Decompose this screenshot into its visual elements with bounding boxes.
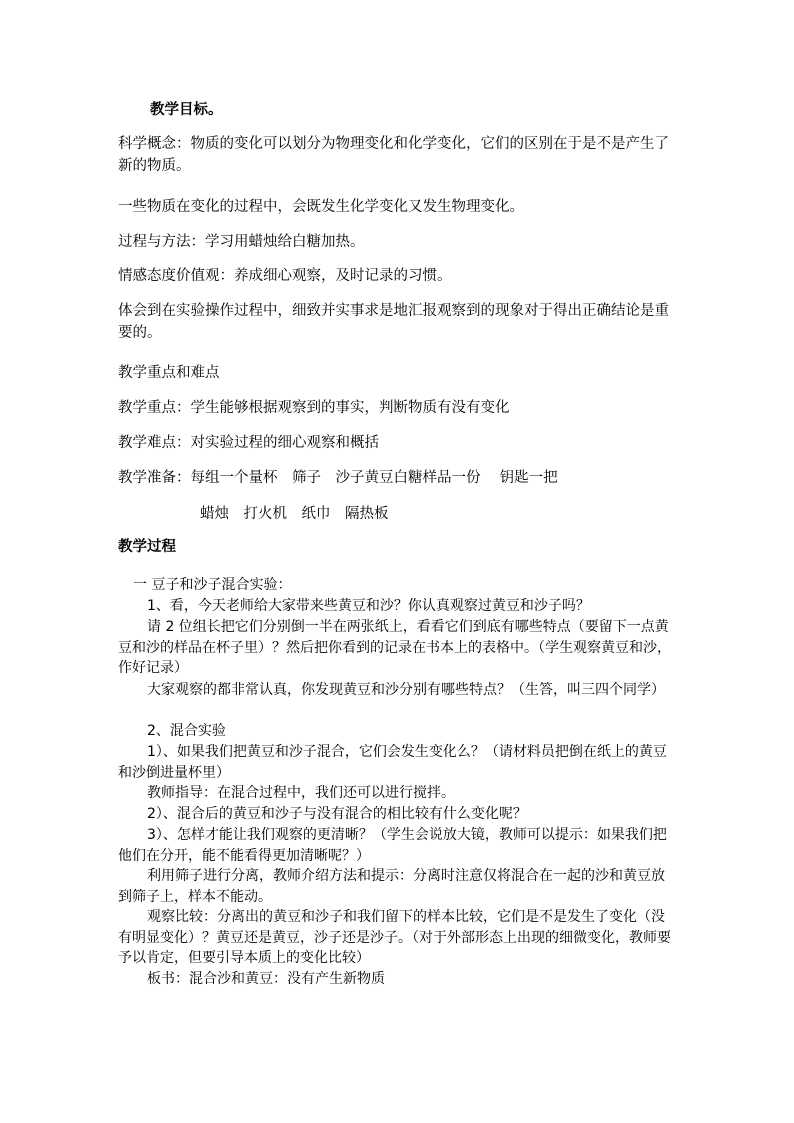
objectives-heading: 教学目标。 xyxy=(150,102,223,118)
attitude-paragraph: 情感态度价值观：养成细心观察，及时记录的习惯。 xyxy=(118,268,452,284)
key-point-paragraph: 教学重点：学生能够根据观察到的事实，判断物质有没有变化 xyxy=(118,400,510,416)
step2-sieve: 利用筛子进行分离，教师介绍方法和提示：分离时注意仅将混合在一起的沙和黄豆放到筛子上，样本不能动。 xyxy=(118,868,665,905)
step2-compare: 观察比较：分离出的黄豆和沙子和我们留下的样本比较，它们是不是发生了变化（没有明显变化）？黄豆还是黄豆，沙子还是沙子。（对于外部形态上出现的细微变化，教师要予以肯定，但要引导本质上的变化比较） xyxy=(118,909,671,966)
preparation-line-2: 蜡烛 打火机 纸巾 隔热板 xyxy=(200,506,389,522)
step2-board: 板书：混合沙和黄豆：没有产生新物质 xyxy=(147,971,385,987)
preparation-line-1: 教学准备：每组一个量杯 筛子 沙子黄豆白糖样品一份 钥匙一把 xyxy=(118,470,558,486)
step2-guide: 教师指导：在混合过程中，我们还可以进行搅拌。 xyxy=(147,785,455,801)
process-heading: 教学过程 xyxy=(118,539,176,555)
difficulty-paragraph: 教学难点：对实验过程的细心观察和概括 xyxy=(118,435,379,451)
step2-question-3: 3）、怎样才能让我们观察的更清晰？（学生会说放大镜，教师可以提示：如果我们把他们在分开，能不能看得更加清晰呢？） xyxy=(118,827,667,864)
both-changes-paragraph: 一些物质在变化的过程中，会既发生化学变化又发生物理变化。 xyxy=(118,199,524,215)
step1-question: 大家观察的都非常认真，你发现黄豆和沙分别有哪些特点？（生答，叫三四个同学） xyxy=(147,682,665,698)
step1-text: 1、看，今天老师给大家带来些黄豆和沙？你认真观察过黄豆和沙子吗？ xyxy=(147,598,590,614)
science-concept-paragraph: 科学概念：物质的变化可以划分为物理变化和化学变化，它们的区别在于是不是产生了新的物质。 xyxy=(118,136,669,174)
key-difficulty-heading: 教学重点和难点 xyxy=(118,365,220,381)
step2-title: 2、混合实验 xyxy=(147,723,226,739)
step1-detail: 请 2 位组长把它们分别倒一半在两张纸上，看看它们到底有哪些特点（要留下一点黄豆和沙的样品在杯子里）？然后把你看到的记录在书本上的表格中。（学生观察黄豆和沙，作好记录） xyxy=(118,619,671,676)
experience-paragraph: 体会到在实验操作过程中，细致并实事求是地汇报观察到的现象对于得出正确结论是重要的。 xyxy=(118,303,669,341)
process-method-paragraph: 过程与方法：学习用蜡烛给白糖加热。 xyxy=(118,234,365,250)
step2-question-1: 1）、如果我们把黄豆和沙子混合，它们会发生变化么？（请材料员把倒在纸上的黄豆和沙倒进量杯里） xyxy=(118,744,667,781)
step2-question-2: 2）、混合后的黄豆和沙子与没有混合的相比较有什么变化呢？ xyxy=(147,806,527,822)
part1-title: 一 豆子和沙子混合实验： xyxy=(133,577,292,593)
